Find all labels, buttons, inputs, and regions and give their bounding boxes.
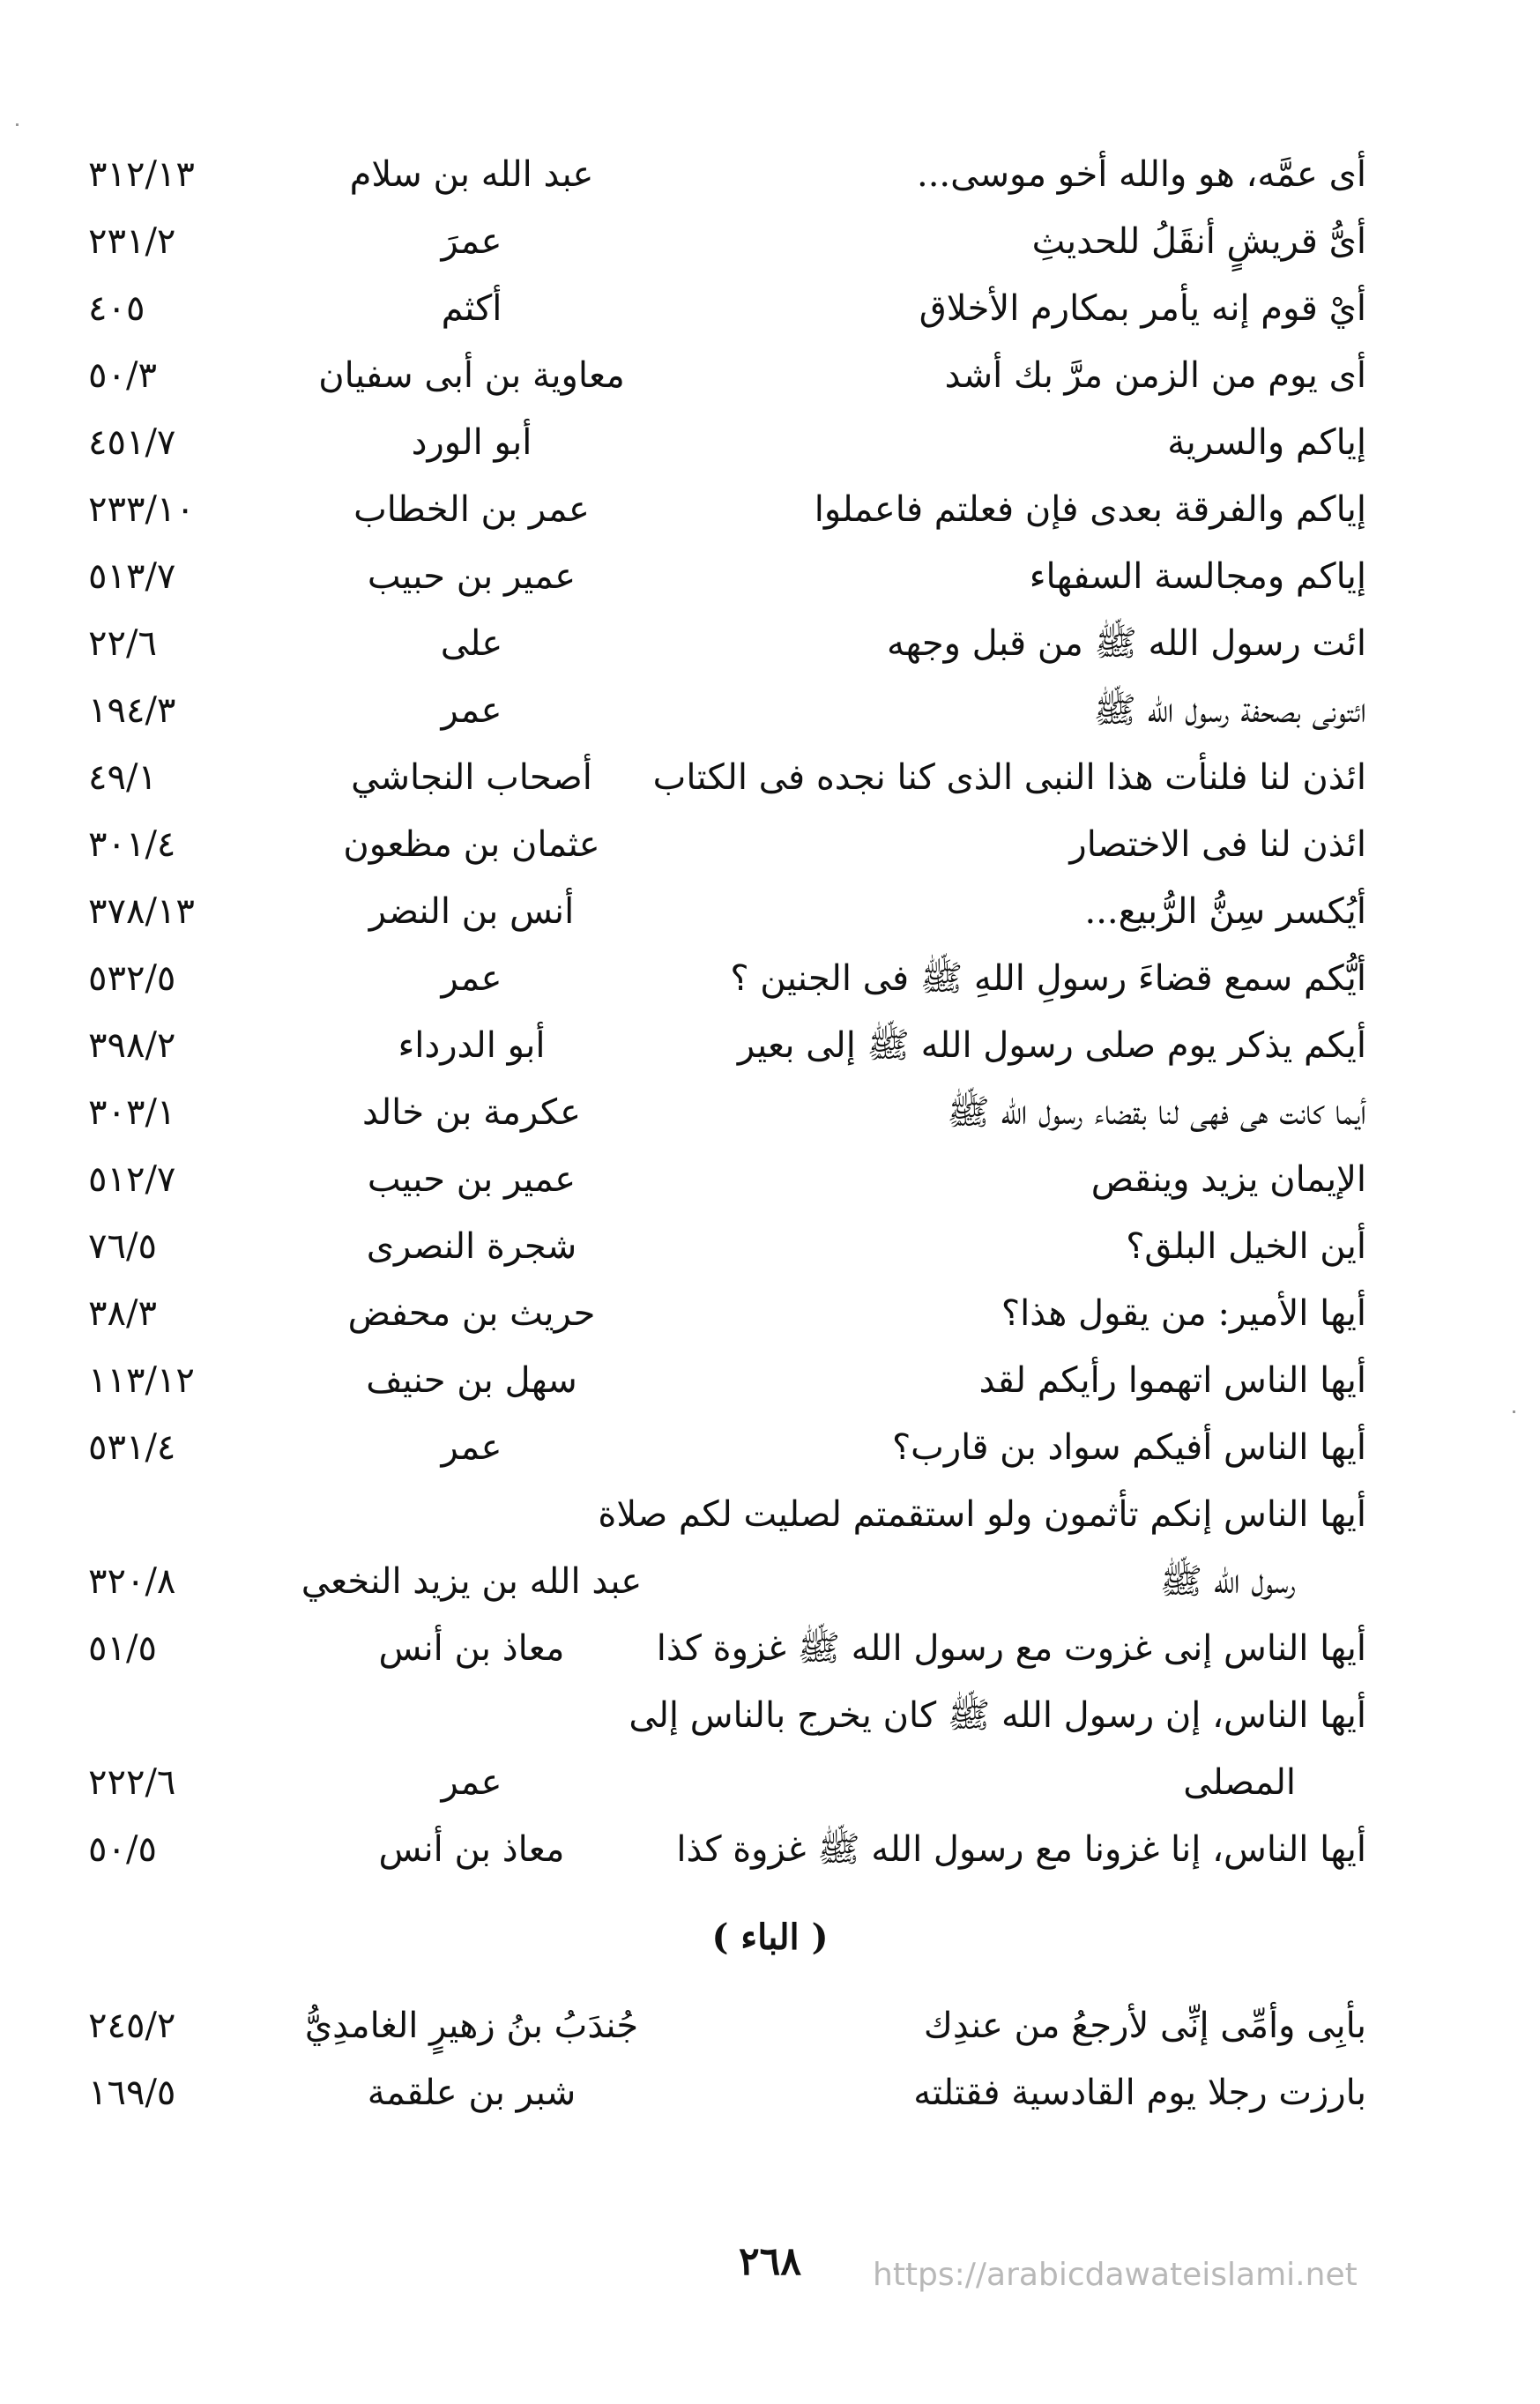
entry-text: أين الخيل البلق؟ [1126,1226,1366,1267]
entry-reference: ٣٠١/٤ [88,824,176,865]
entry-row [88,744,1366,811]
entry-narrator: عمر [441,958,502,999]
entry-row [88,208,1366,275]
entry-text: أيُكسر سِنُّ الرُّبيع... [1084,891,1366,932]
entry-text: ائت رسول الله ﷺ من قبل وجهه [887,623,1366,664]
entry-reference: ٣١٢/١٣ [88,154,195,195]
scan-mark [16,123,19,126]
entry-narrator: أصحاب النجاشي [351,757,592,798]
entry-reference: ٣٨/٣ [88,1293,157,1334]
entry-text: أيها الناس إنكم تأثمون ولو استقمتم لصليت لكم صلاة [598,1494,1366,1535]
entry-reference: ٥١٢/٧ [88,1159,176,1200]
entry-reference: ١٩٤/٣ [88,690,176,731]
entry-narrator: شبر بن علقمة [367,2073,577,2113]
entry-narrator: معاذ بن أنس [378,1628,565,1669]
entry-text: أيكم يذكر يوم صلى رسول الله ﷺ إلى بعير [737,1025,1366,1066]
entry-reference: ٥٠/٣ [88,355,157,396]
entry-narrator: عمير بن حبيب [367,556,577,597]
entry-text: الإيمان يزيد وينقص [1090,1159,1366,1200]
entry-reference: ٥١٣/٧ [88,556,176,597]
entry-reference: ٥١/٥ [88,1628,157,1669]
entry-row [88,1012,1366,1079]
entry-text: أيما كانت هى فهى لنا بقضاء رسول الله ﷺ [947,1092,1366,1133]
entry-narrator: حريث بن محفض [347,1293,596,1334]
entry-narrator: عمير بن حبيب [367,1159,577,1200]
entry-narrator: أبو الورد [411,422,532,463]
entry-text: أيها الناس اتهموا رأيكم لقد [978,1360,1366,1401]
entries-list-ba [88,1992,1366,2126]
entry-narrator: جُندَبُ بنُ زهيرٍ الغامدِيُّ [304,2006,639,2046]
entry-reference: ٢٣١/٢ [88,221,176,262]
entry-row [88,476,1366,543]
entry-narrator: عثمان بن مظعون [343,824,600,865]
entry-narrator: عمر [441,690,502,731]
entry-row [88,610,1366,677]
entry-reference: ٢٤٥/٢ [88,2006,176,2046]
entry-text: ائذن لنا فلنأت هذا النبى الذى كنا نجده فى الكتاب [652,757,1366,798]
entry-row [88,1992,1366,2059]
entry-narrator: أكثم [441,288,502,329]
entry-reference: ٥٠/٥ [88,1829,157,1870]
entry-text: ائتونى بصحفة رسول الله ﷺ [1093,690,1366,731]
entry-reference: ٤٩/١ [88,757,157,798]
entry-text: أيها الناس، إن رسول الله ﷺ كان يخرج بالناس إلى [629,1695,1366,1736]
entry-narrator: شجرة النصرى [366,1226,577,1267]
entry-reference: ٣٢٠/٨ [88,1561,176,1602]
entry-text: إياكم والفرقة بعدى فإن فعلتم فاعملوا [814,489,1366,530]
entry-text: إياكم والسرية [1167,422,1366,463]
entry-row [88,811,1366,878]
entry-row [88,543,1366,610]
entry-row [88,1481,1366,1548]
entry-text: أيها الناس، إنا غزونا مع رسول الله ﷺ غزوة كذا [676,1829,1366,1870]
entry-reference: ٤٥١/٧ [88,422,176,463]
entry-row [88,1213,1366,1280]
entry-row [88,1615,1366,1682]
entries-list-alif [88,141,1366,1883]
entry-reference: ١١٣/١٢ [88,1360,195,1401]
watermark-url: https://arabicdawateislami.net [873,2257,1358,2293]
entry-text: أيْ قوم إنه يأمر بمكارم الأخلاق [919,288,1366,329]
entry-reference: ٢٢٢/٦ [88,1762,176,1803]
entry-reference: ٥٣١/٤ [88,1427,176,1468]
entry-reference: ١٦٩/٥ [88,2073,176,2113]
page-number: ٢٦٨ [739,2239,801,2284]
scan-mark [1513,1410,1515,1413]
entry-row [88,342,1366,409]
entry-narrator: عمر [441,1762,502,1803]
entry-row [88,409,1366,476]
entry-text: بأبِى وأمِّى إنِّى لأرجعُ من عندِك [923,2006,1366,2046]
entry-reference: ٥٣٢/٥ [88,958,176,999]
entry-row [88,1146,1366,1213]
entry-row [88,1816,1366,1883]
entry-text: المصلى [1183,1762,1296,1803]
entry-narrator: عمر [441,1427,502,1468]
entry-narrator: أبو الدرداء [398,1025,546,1066]
entry-narrator: عمرَ [441,221,502,262]
entry-narrator: معاوية بن أبى سفيان [318,355,625,396]
entry-row [88,1682,1366,1749]
entry-text: أى عمَّه، هو والله أخو موسى... [917,154,1366,195]
entry-text: أىُّ قريشٍ أنقَلُ للحديثِ [1031,221,1366,262]
entry-text: رسول الله ﷺ [1159,1561,1296,1602]
entry-row [88,945,1366,1012]
entry-reference: ٣٠٣/١ [88,1092,176,1133]
entry-row [88,1414,1366,1481]
section-heading: ( الباء ) [711,1917,829,1958]
entry-row [88,677,1366,744]
entry-narrator: عمر بن الخطاب [353,489,590,530]
entry-text: بارزت رجلا يوم القادسية فقتلته [913,2073,1366,2113]
entry-narrator: على [440,623,503,664]
entry-text: أيها الأمير: من يقول هذا؟ [1001,1293,1366,1334]
entry-row [88,1347,1366,1414]
entry-text: أيها الناس إنى غزوت مع رسول الله ﷺ غزوة كذا [656,1628,1366,1669]
entry-row [88,1079,1366,1146]
entry-row [88,1548,1366,1615]
entry-row [88,2059,1366,2126]
entry-text: أى يوم من الزمن مرَّ بك أشد [944,355,1366,396]
entry-narrator: أنس بن النضر [368,891,575,932]
entry-text: أيُّكم سمع قضاءَ رسولِ اللهِ ﷺ فى الجنين ؟ [730,958,1366,999]
entry-reference: ٢٣٣/١٠ [88,489,195,530]
entry-row [88,878,1366,945]
entry-narrator: سهل بن حنيف [366,1360,577,1401]
entry-text: أيها الناس أفيكم سواد بن قارب؟ [891,1427,1366,1468]
entry-row [88,1280,1366,1347]
entry-row [88,1749,1366,1816]
entry-row [88,275,1366,342]
entry-narrator: عكرمة بن خالد [361,1092,581,1133]
entry-text: إياكم ومجالسة السفهاء [1029,556,1366,597]
entry-narrator: عبد الله بن يزيد النخعي [301,1561,643,1602]
entry-text: ائذن لنا فى الاختصار [1069,824,1366,865]
entry-reference: ٣٩٨/٢ [88,1025,176,1066]
entry-narrator: عبد الله بن سلام [349,154,594,195]
entry-reference: ٤٠٥ [88,288,145,329]
entry-row [88,141,1366,208]
entry-reference: ٧٦/٥ [88,1226,157,1267]
entry-reference: ٣٧٨/١٣ [88,891,195,932]
entry-reference: ٢٢/٦ [88,623,157,664]
entry-narrator: معاذ بن أنس [378,1829,565,1870]
